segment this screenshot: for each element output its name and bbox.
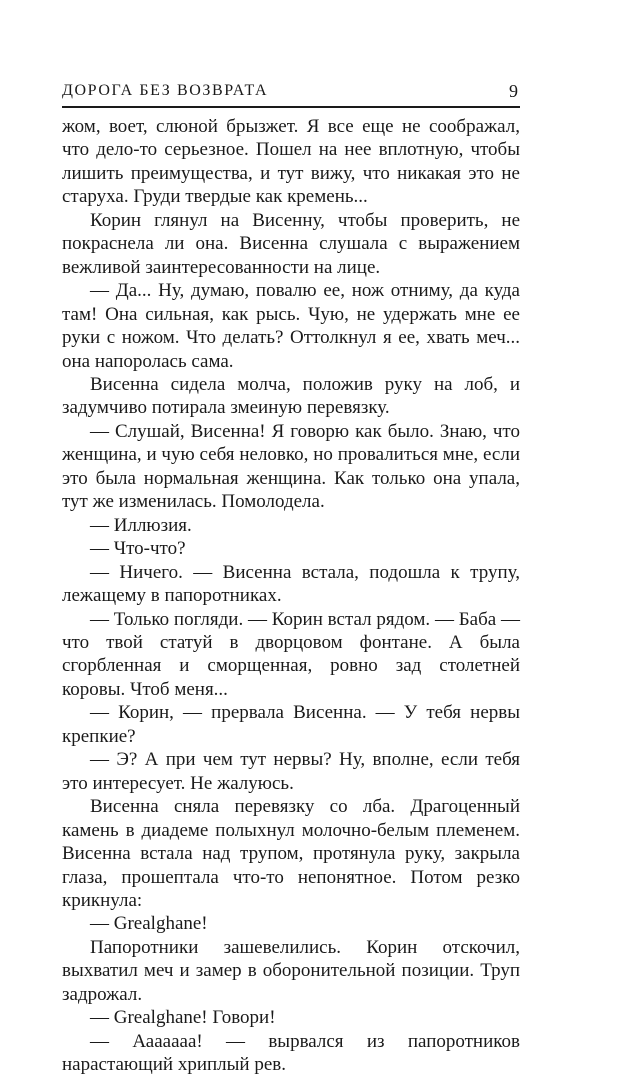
- paragraph: — Grealghane! Говори!: [90, 1007, 276, 1029]
- page-number: 9: [509, 81, 518, 101]
- running-header: [62, 80, 520, 108]
- body-text: [62, 115, 520, 1077]
- paragraph: Висенна сняла перевязку со лба. Драгоценный камень в диадеме полыхнул молочно-белым племенем. Висенна встала над трупом, протянула руку, закрыла глаза, прошептала что-то непонятное. Потом резко крикнула:: [62, 796, 520, 911]
- paragraph: жом, воет, слюной брызжет. Я все еще не соображал, что дело-то серьезное. Пошел на нее вплотную, чтобы лишить преимущества, и тут вижу, что никакая это не старуха. Груди твердые как кремень...: [62, 116, 520, 208]
- paragraph: Корин глянул на Висенну, чтобы проверить, не покраснела ли она. Висенна слушала с выражением вежливой заинтересованности на лице.: [62, 209, 520, 278]
- paragraph: — Да... Ну, думаю, повалю ее, нож отниму, да куда там! Она сильная, как рысь. Чую, не удержать мне ее руки с ножом. Что делать? Оттолкнул я ее, хвать меч... она напоролась сама.: [62, 280, 520, 372]
- paragraph: — Что-что?: [90, 538, 186, 560]
- paragraph: Висенна сидела молча, положив руку на лоб, и задумчиво потирала змеиную перевязку.: [62, 373, 520, 419]
- paragraph: — Только погляди. — Корин встал рядом. — Баба — что твой статуй в дворцовом фонтане. А была сгорбленная и сморщенная, ровно зад столетней коровы. Чтоб меня...: [62, 608, 520, 700]
- paragraph: — Э? А при чем тут нервы? Ну, вполне, если тебя это интересует. Не жалуюсь.: [62, 749, 520, 794]
- paragraph: Папоротники зашевелились. Корин отскочил, выхватил меч и замер в оборонительной позиции. Труп задрожал.: [62, 936, 520, 1005]
- paragraph: — Иллюзия.: [90, 514, 192, 536]
- paragraph: — Grealghane!: [90, 913, 208, 935]
- paragraph: — Корин, — прервала Висенна. — У тебя нервы крепкие?: [62, 702, 520, 747]
- running-title: ДОРОГА БЕЗ ВОЗВРАТА: [62, 82, 269, 99]
- paragraph: — Ничего. — Висенна встала, подошла к трупу, лежащему в папоротниках.: [62, 561, 520, 607]
- paragraph: — Слушай, Висенна! Я говорю как было. Знаю, что женщина, и чую себя неловко, но провалиться мне, если это была нормальная женщина. Как только она упала, тут же изменилась. Помолодела.: [62, 420, 520, 513]
- paragraph: — Ааааааа! — вырвался из папоротников нарастающий хриплый рев.: [62, 1030, 520, 1076]
